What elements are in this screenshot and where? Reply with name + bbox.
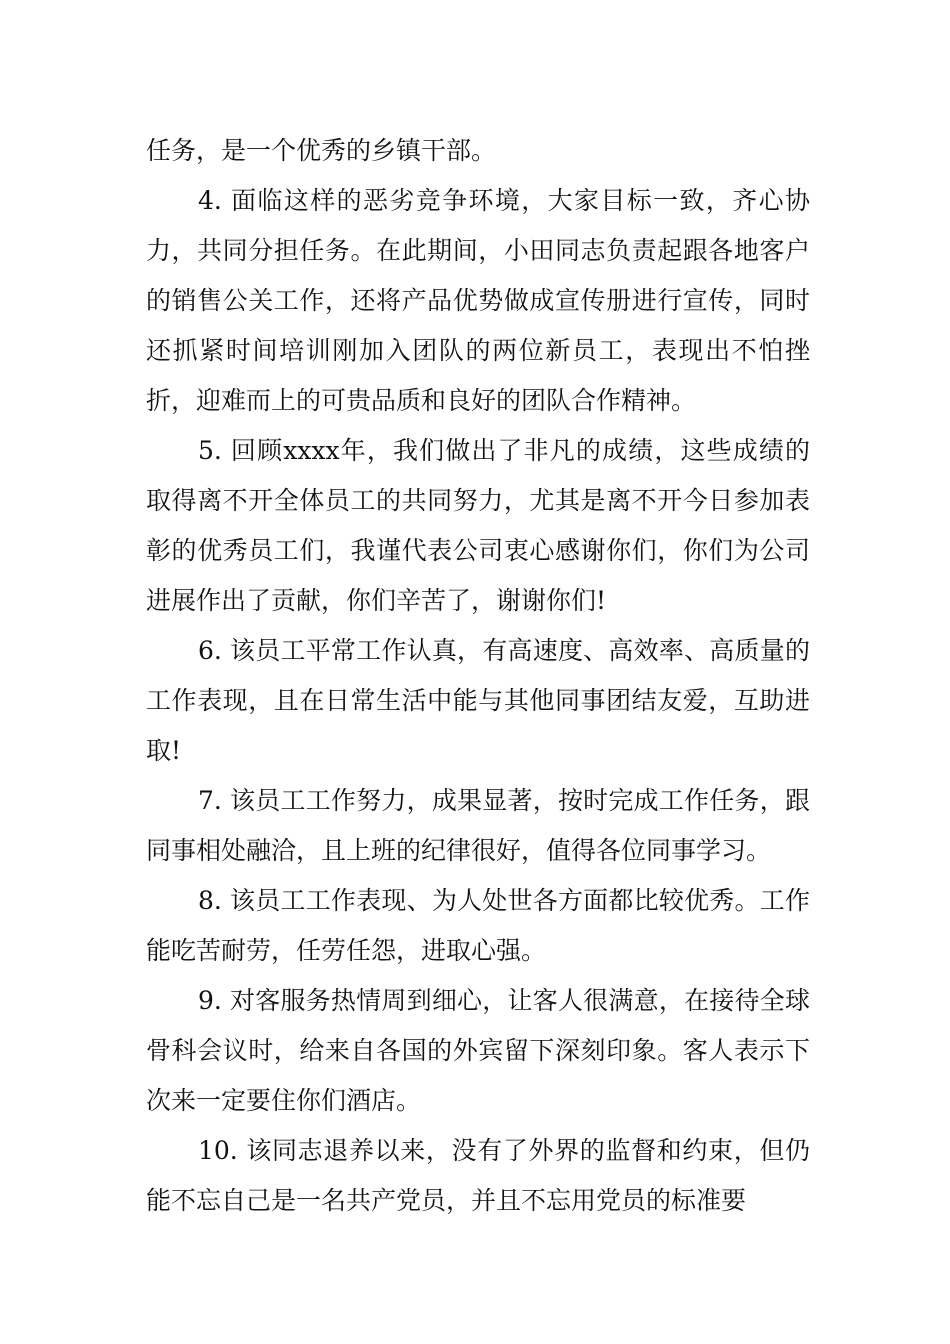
paragraph-item-10: 10. 该同志退养以来，没有了外界的监督和约束，但仍能不忘自己是一名共产党员，并且不忘用党员的标准要 bbox=[146, 1136, 810, 1215]
paragraph-item-7: 7. 该员工工作努力，成果显著，按时完成工作任务，跟同事相处融洽，且上班的纪律很好，值得各位同事学习。 bbox=[146, 786, 810, 865]
paragraph-item-5: 5. 回顾xxxx年，我们做出了非凡的成绩，这些成绩的取得离不开全体员工的共同努力，尤其是离不开今日参加表彰的优秀员工们，我谨代表公司衷心感谢你们，你们为公司进展作出了贡献，你们辛苦了，谢谢你们! bbox=[146, 436, 810, 615]
document-body bbox=[146, 126, 810, 1226]
paragraph-item-6: 6. 该员工平常工作认真，有高速度、高效率、高质量的工作表现，且在日常生活中能与其他同事团结友爱，互助进取! bbox=[146, 636, 810, 765]
paragraph-continuation: 任务，是一个优秀的乡镇干部。 bbox=[146, 136, 497, 165]
paragraph-item-9: 9. 对客服务热情周到细心，让客人很满意，在接待全球骨科会议时，给来自各国的外宾留下深刻印象。客人表示下次来一定要住你们酒店。 bbox=[146, 986, 810, 1115]
paragraph-item-4: 4. 面临这样的恶劣竞争环境，大家目标一致，齐心协力，共同分担任务。在此期间，小田同志负责起跟各地客户的销售公关工作，还将产品优势做成宣传册进行宣传，同时还抓紧时间培训刚加入团队的两位新员工，表现出不怕挫折，迎难而上的可贵品质和良好的团队合作精神。 bbox=[146, 186, 810, 415]
paragraph-item-8: 8. 该员工工作表现、为人处世各方面都比较优秀。工作能吃苦耐劳，任劳任怨，进取心强。 bbox=[146, 886, 810, 965]
